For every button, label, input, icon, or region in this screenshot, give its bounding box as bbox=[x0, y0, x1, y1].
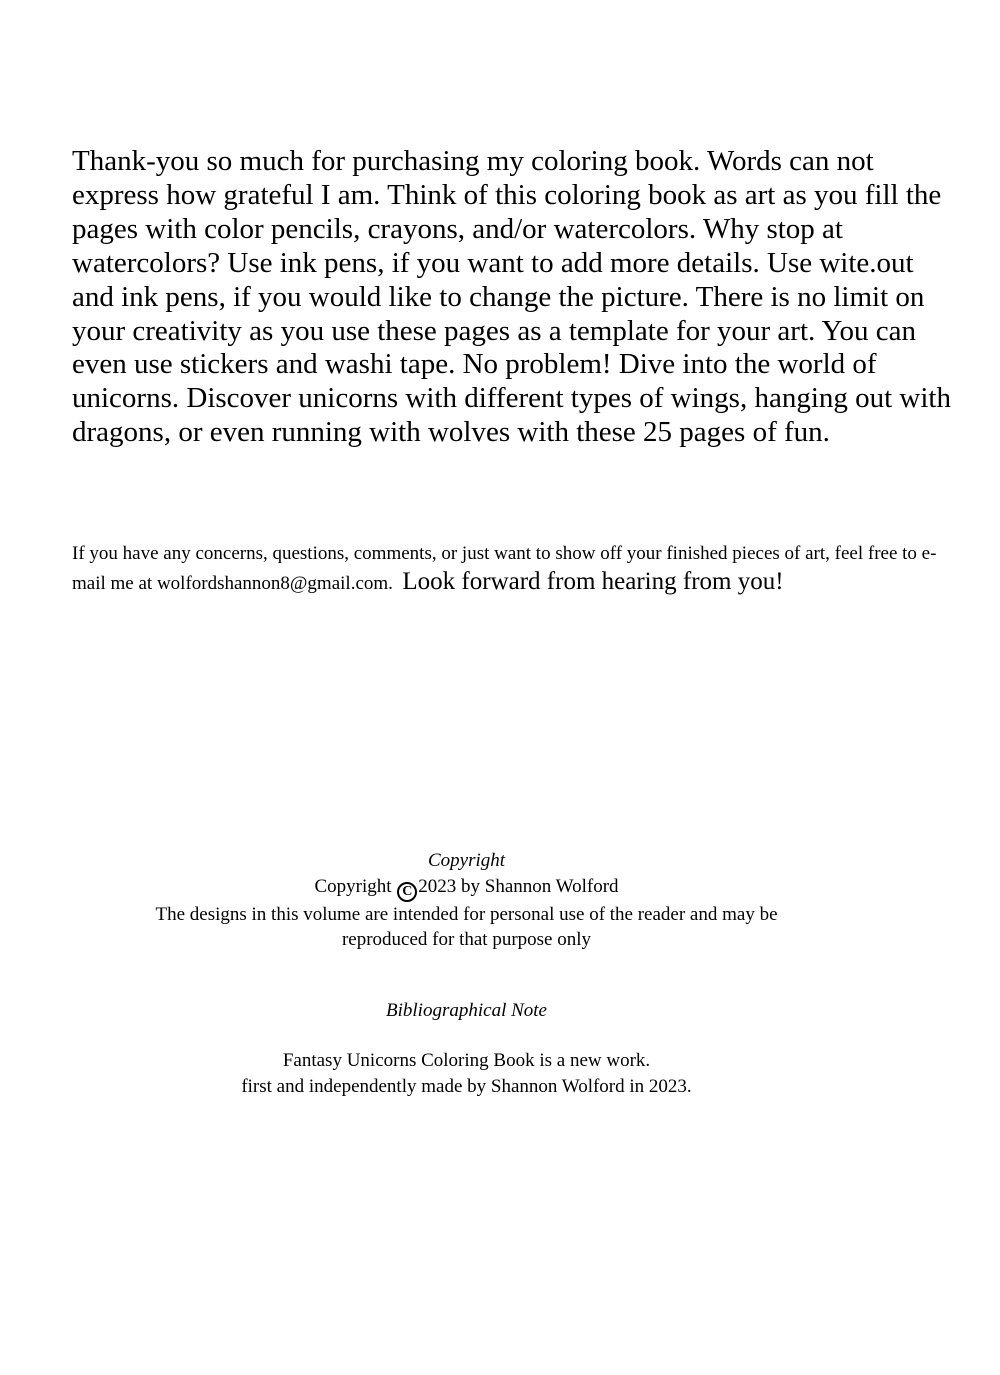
copyright-year-owner: 2023 by Shannon Wolford bbox=[418, 875, 619, 897]
copyright-section bbox=[0, 848, 933, 953]
copyright-heading: Copyright bbox=[427, 850, 506, 871]
bibliographical-note-heading: Bibliographical Note bbox=[386, 1000, 547, 1021]
intro-paragraph: Thank-you so much for purchasing my coloring book. Words can not express how grateful I am. Think of this coloring book as art as you fill the pages with color pencils, crayons, and/or watercolors. Why stop at watercolors? Use ink pens, if you want to add more details. Use wite.out and ink pens, if you would like to change the picture. There is no limit on your creativity as you use these pages as a template for your art. You can even use stickers and washi tape. No problem! Dive into the world of unicorns. Discover unicorns with different types of wings, hanging out with dragons, or even running with wolves with these 25 pages of fun. bbox=[72, 145, 951, 449]
bibliographical-note-line-2: first and independently made by Shannon Wolford in 2023. bbox=[241, 1075, 692, 1097]
copyright-statement bbox=[0, 874, 933, 902]
copyright-prefix: Copyright bbox=[314, 875, 392, 897]
contact-paragraph bbox=[72, 540, 952, 598]
bibliographical-note-line-1: Fantasy Unicorns Coloring Book is a new work. bbox=[282, 1050, 651, 1071]
contact-closing: Look forward from hearing from you! bbox=[402, 568, 784, 595]
bibliographical-note-heading-wrap bbox=[0, 998, 933, 1024]
copyright-notice-line-1: The designs in this volume are intended for personal use of the reader and may be bbox=[155, 903, 778, 925]
contact-text: If you have any concerns, questions, comments, or just want to show off your finished pieces of art, feel free to e-mail me at wolfordshannon8@gmail.com. bbox=[72, 543, 937, 594]
copyright-symbol-icon: C bbox=[397, 882, 417, 902]
copyright-notice-line-2: reproduced for that purpose only bbox=[341, 929, 592, 950]
bibliographical-note-body bbox=[0, 1048, 933, 1099]
